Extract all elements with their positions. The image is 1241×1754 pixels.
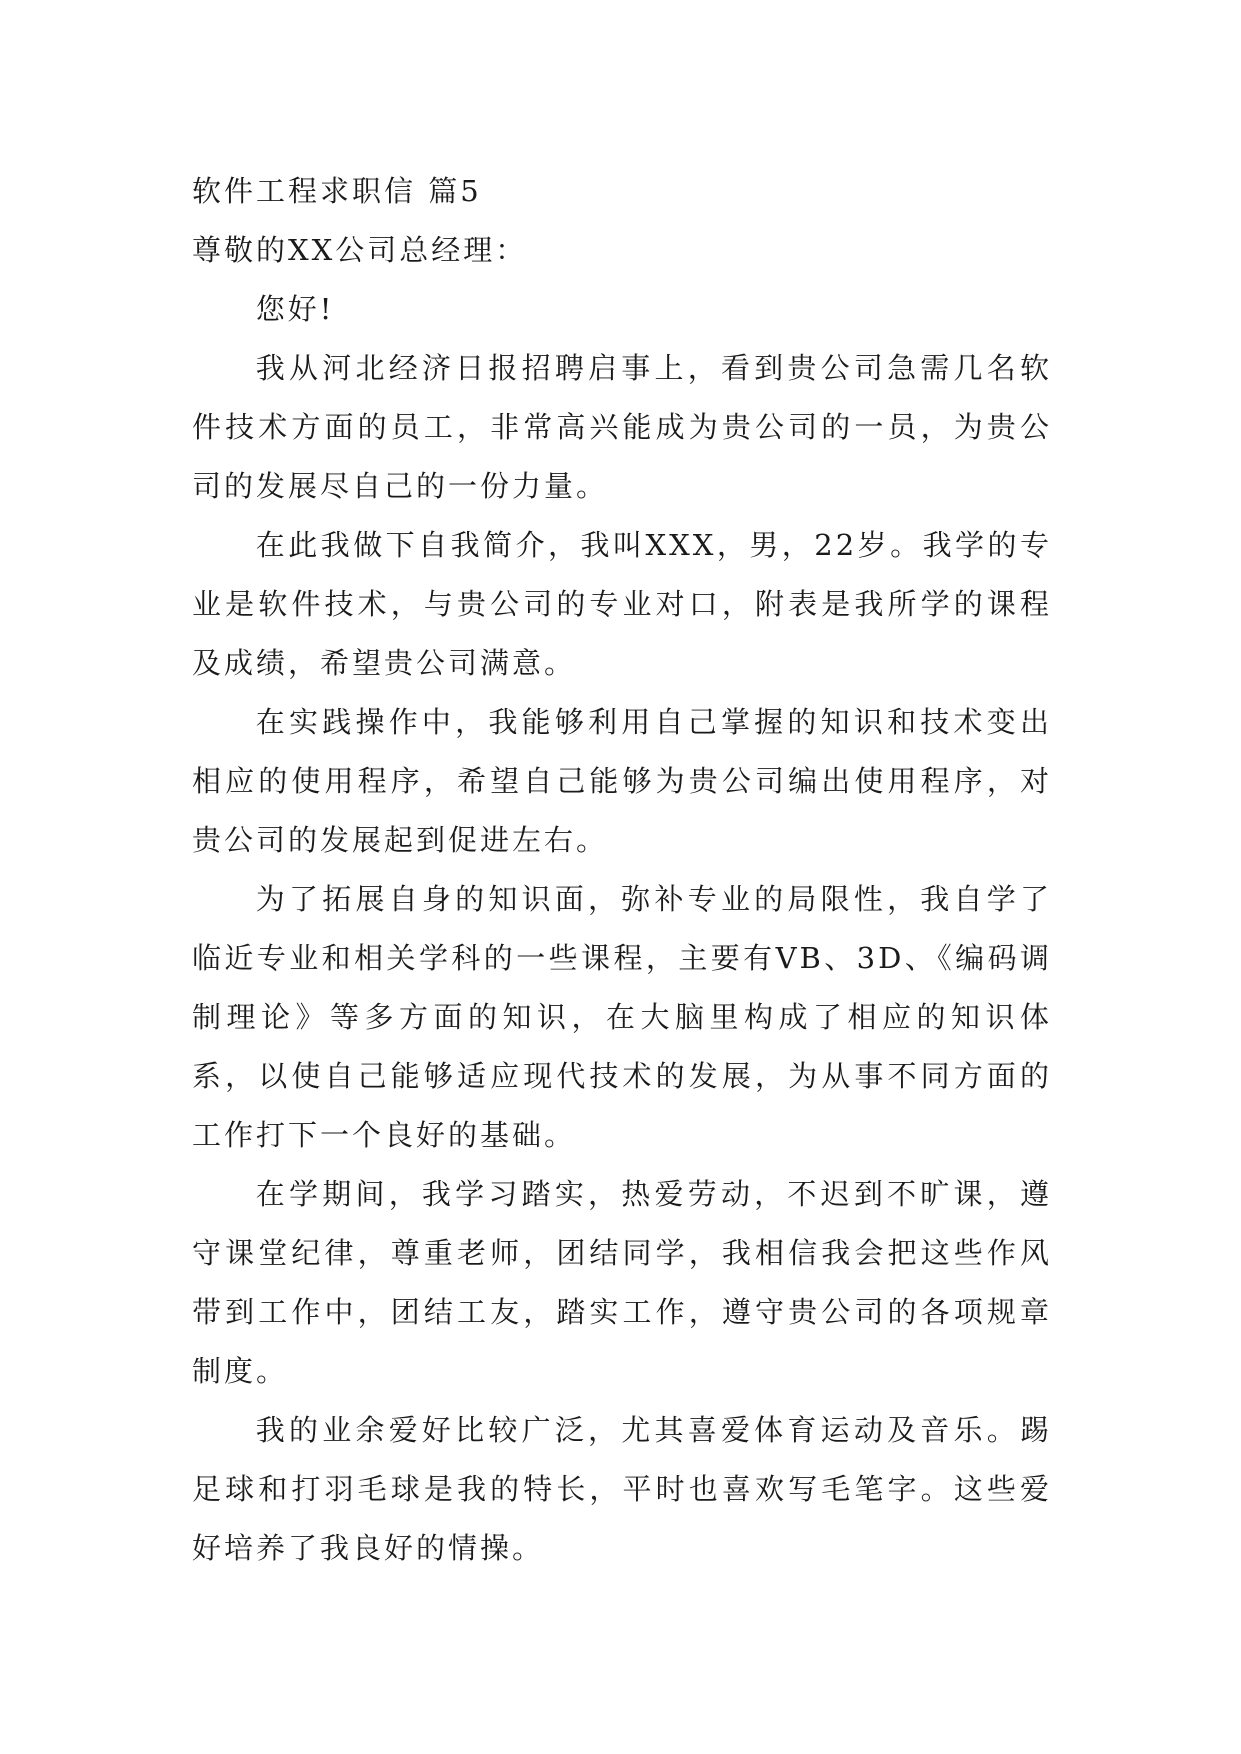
letter-body	[192, 162, 1052, 1578]
paragraph-practice: 在实践操作中，我能够利用自己掌握的知识和技术变出相应的使用程序，希望自己能够为贵公司编出使用程序，对贵公司的发展起到促进左右。	[192, 705, 1052, 857]
greeting: 您好!	[255, 292, 335, 326]
paragraph-school-conduct: 在学期间，我学习踏实，热爱劳动，不迟到不旷课，遵守课堂纪律，尊重老师，团结同学，我相信我会把这些作风带到工作中，团结工友，踏实工作，遵守贵公司的各项规章制度。	[192, 1177, 1052, 1388]
paragraph-self-study: 为了拓展自身的知识面，弥补专业的局限性，我自学了临近专业和相关学科的一些课程，主要有VB、3D、《编码调制理论》等多方面的知识，在大脑里构成了相应的知识体系，以使自己能够适应现代技术的发展，为从事不同方面的工作打下一个良好的基础。	[192, 882, 1052, 1152]
paragraph-hobbies: 我的业余爱好比较广泛，尤其喜爱体育运动及音乐。踢足球和打羽毛球是我的特长，平时也喜欢写毛笔字。这些爱好培养了我良好的情操。	[192, 1413, 1052, 1565]
paragraph-self-introduction: 在此我做下自我简介，我叫XXX，男，22岁。我学的专业是软件技术，与贵公司的专业对口，附表是我所学的课程及成绩，希望贵公司满意。	[192, 528, 1052, 680]
salutation: 尊敬的XX公司总经理：	[192, 233, 528, 267]
paragraph-intro: 我从河北经济日报招聘启事上，看到贵公司急需几名软件技术方面的员工，非常高兴能成为贵公司的一员，为贵公司的发展尽自己的一份力量。	[192, 351, 1052, 503]
document-title: 软件工程求职信 篇5	[192, 174, 482, 208]
